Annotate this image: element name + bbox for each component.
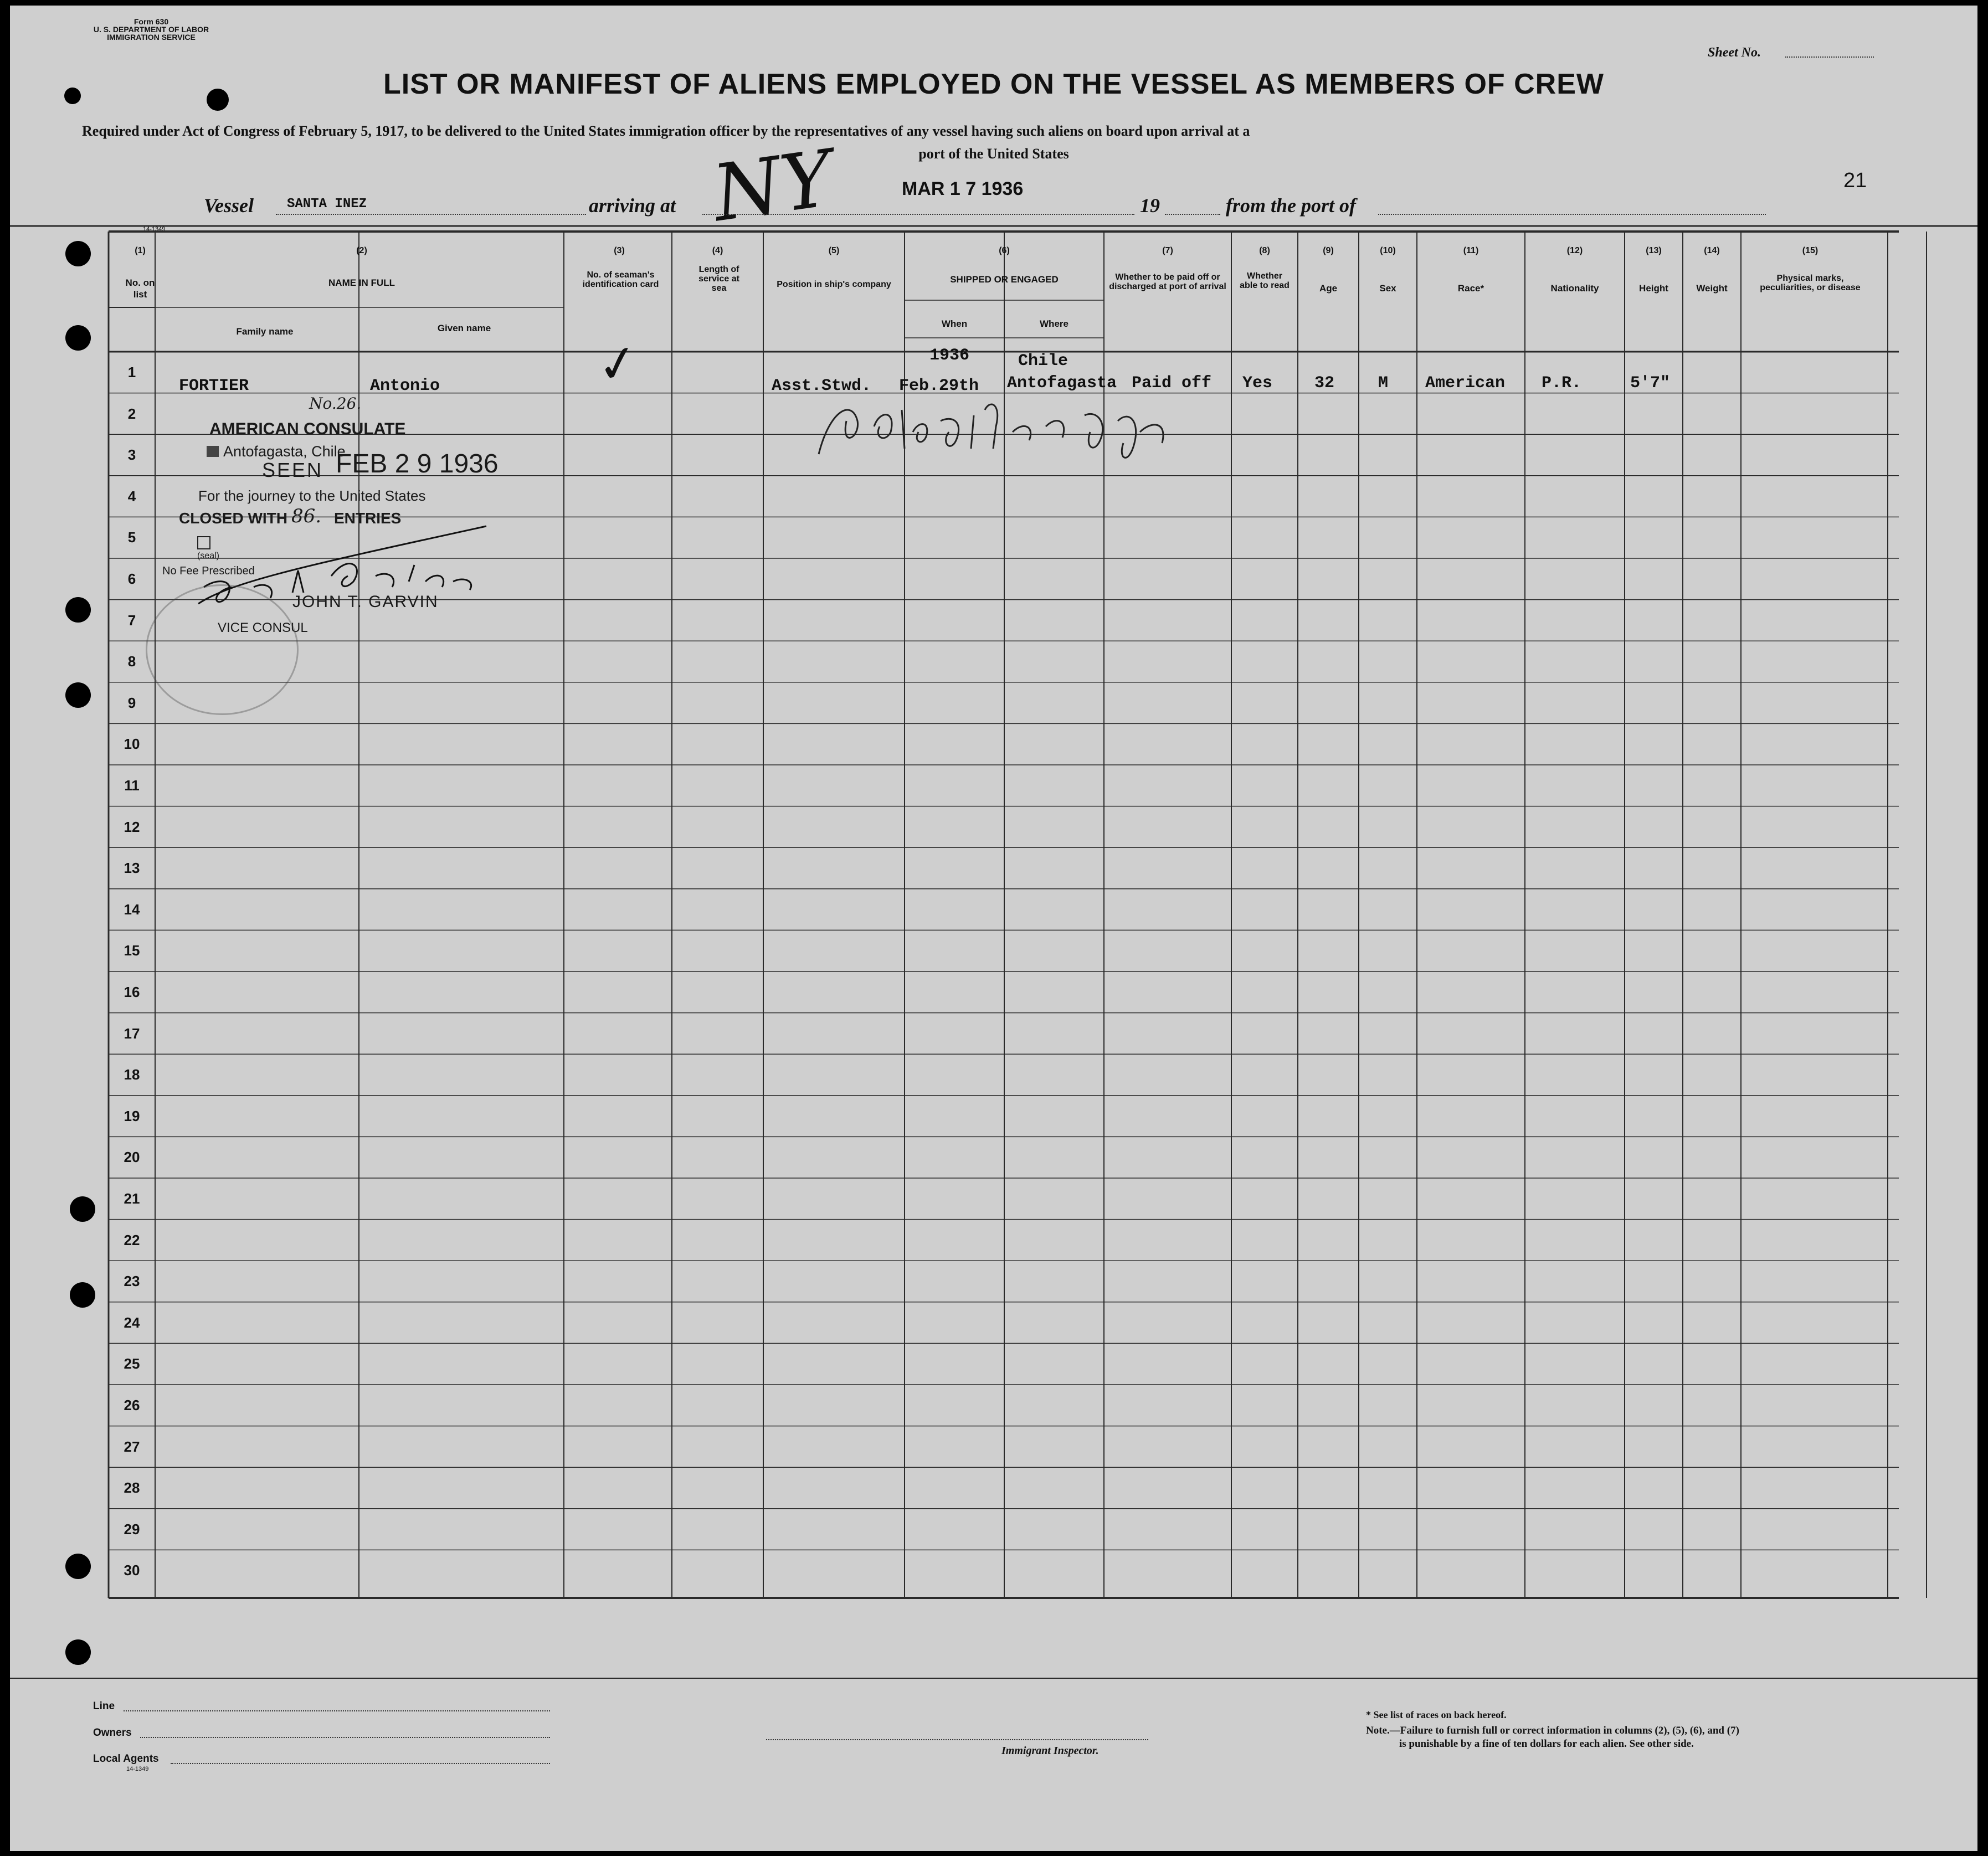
entry-nationality: P.R. [1542, 374, 1582, 393]
stamp-seal-icon [207, 446, 219, 457]
consulate-line2: Antofagasta, Chile [223, 443, 346, 460]
handwritten-signature [808, 388, 1229, 471]
closed-with: CLOSED WITH [179, 510, 287, 527]
year-prefix: 19 [1140, 194, 1160, 217]
col-sub-given: Given name [437, 323, 491, 333]
row-number: 27 [124, 1438, 140, 1455]
col-label-3: No. of seaman's identification card [582, 270, 659, 289]
entry-position: Asst.Stwd. [772, 377, 872, 395]
entry-able-to-read: Yes [1242, 374, 1273, 393]
col-label-13: Height [1639, 283, 1668, 294]
row-number: 3 [127, 446, 136, 464]
footer-agents-label: Local Agents [93, 1753, 159, 1765]
row-number: 6 [127, 570, 136, 587]
subtitle-line1: Required under Act of Congress of February 5, 1917, to be delivered to the United States immigration officer by the representatives of any vessel having such aliens on board upon arrival at a [82, 123, 1250, 139]
punch-hole [65, 682, 91, 708]
from-port-label: from the port of [1226, 194, 1357, 217]
page-number: 21 [1843, 169, 1867, 192]
row-number: 22 [124, 1231, 140, 1248]
entry-height: 5'7" [1630, 374, 1671, 393]
punch-hole [65, 1554, 91, 1579]
punch-hole [64, 88, 81, 104]
col-num-7: (7) [1162, 246, 1173, 255]
entry-when-year: 1936 [929, 346, 970, 365]
page-title: LIST OR MANIFEST OF ALIENS EMPLOYED ON THE VESSEL AS MEMBERS OF CREW [383, 68, 1604, 100]
col-sub-when: When [941, 318, 968, 329]
race-note: * See list of races on back hereof. [1366, 1709, 1507, 1720]
form-id-line: Form 630 [133, 17, 169, 26]
row-number: 23 [124, 1273, 140, 1290]
row-number: 5 [127, 529, 136, 546]
col-num-8: (8) [1259, 246, 1270, 255]
punch-hole [65, 241, 91, 266]
embossed-seal [146, 584, 299, 715]
consulate-line1: AMERICAN CONSULATE [209, 420, 406, 438]
col-num-13: (13) [1646, 246, 1662, 255]
row-number: 25 [124, 1355, 140, 1372]
footer-owners-label: Owners [93, 1727, 132, 1739]
punch-hole [65, 597, 91, 623]
entry-age: 32 [1314, 374, 1335, 393]
manifest-sheet [10, 6, 1977, 1851]
col-num-4: (4) [712, 246, 723, 255]
row-number: 18 [124, 1066, 140, 1083]
col-label-12: Nationality [1550, 283, 1599, 294]
vessel-name: SANTA INEZ [287, 197, 367, 212]
col-label-11: Race* [1457, 283, 1484, 294]
entry-paid-off: Paid off [1132, 374, 1212, 393]
form-id-line: IMMIGRATION SERVICE [107, 33, 196, 42]
col-label-9: Age [1319, 283, 1338, 294]
entry-where-country: Chile [1018, 352, 1069, 371]
row-number: 20 [124, 1149, 140, 1166]
small-code: 14-1349 [143, 226, 166, 233]
journey-line: For the journey to the United States [198, 487, 426, 504]
row-number: 7 [127, 611, 136, 629]
row-number: 16 [124, 984, 140, 1000]
col-num-6: (6) [999, 246, 1010, 255]
row-number: 28 [124, 1479, 140, 1497]
punch-hole [70, 1196, 95, 1222]
fine-note-line2: is punishable by a fine of ten dollars for each alien. See other side. [1399, 1738, 1694, 1750]
row-number: 29 [124, 1520, 140, 1538]
entry-race: American [1425, 374, 1506, 393]
row-number: 4 [127, 487, 136, 505]
sheet-label: Sheet No. [1708, 45, 1761, 60]
col-label-8: Whether able to read [1240, 271, 1290, 290]
col-label-6: SHIPPED OR ENGAGED [950, 274, 1059, 285]
consul-name: JOHN T. GARVIN [292, 593, 439, 611]
checkmark: ✓ [592, 332, 644, 397]
punch-hole [207, 89, 229, 111]
footer-line-field [124, 1710, 550, 1711]
col-num-10: (10) [1380, 246, 1396, 255]
col-num-1: (1) [135, 246, 146, 255]
punch-hole [65, 1639, 91, 1665]
punch-hole [65, 325, 91, 351]
row-number: 2 [127, 405, 136, 422]
closed-count: 86. [291, 505, 322, 527]
row-number: 14 [124, 901, 140, 918]
col-num-14: (14) [1704, 246, 1720, 255]
subtitle-line2: port of the United States [918, 146, 1069, 162]
row-number: 24 [124, 1314, 140, 1331]
col-sub-family: Family name [236, 326, 294, 337]
col-num-2: (2) [356, 246, 367, 255]
row-number: 1 [127, 364, 136, 381]
row-number: 9 [127, 694, 136, 711]
no-fee: No Fee Prescribed [162, 565, 255, 577]
seen-date: FEB 2 9 1936 [336, 449, 499, 479]
row-number: 19 [124, 1107, 140, 1124]
arriving-value: NY [707, 133, 839, 240]
entry-sex: M [1378, 374, 1389, 393]
col-num-11: (11) [1463, 246, 1479, 255]
consulate-number: No.26. [309, 394, 362, 413]
entries-label: ENTRIES [334, 510, 402, 527]
row-number: 15 [124, 942, 140, 959]
row-number: 11 [124, 777, 140, 794]
col-label-2: NAME IN FULL [328, 277, 395, 288]
entry-when: Feb.29th [899, 377, 979, 395]
col-label-14: Weight [1696, 283, 1728, 294]
col-label-4: Length of service at sea [698, 265, 739, 293]
arriving-label: arriving at [589, 194, 676, 217]
inspector-label: Immigrant Inspector. [1001, 1745, 1099, 1757]
consul-title: VICE CONSUL [218, 620, 308, 635]
col-sub-where: Where [1040, 318, 1069, 329]
entry-where: Antofagasta [1007, 374, 1117, 393]
col-num-5: (5) [828, 246, 840, 255]
col-num-9: (9) [1323, 246, 1334, 255]
col-label-10: Sex [1379, 283, 1396, 294]
form-id-line: U. S. DEPARTMENT OF LABOR [93, 25, 209, 34]
row-number: 12 [124, 818, 140, 835]
col-num-3: (3) [614, 246, 625, 255]
col-num-12: (12) [1566, 246, 1583, 255]
col-label-1: No. on list [125, 277, 155, 300]
row-number: 13 [124, 860, 140, 877]
fine-note-line1: Note.—Failure to furnish full or correct information in columns (2), (5), (6), and (7) [1366, 1725, 1739, 1736]
row-number: 17 [124, 1025, 140, 1042]
col-label-15: Physical marks, peculiarities, or disease [1760, 274, 1861, 292]
inspector-signature-field [766, 1739, 1148, 1740]
footer-line-label: Line [93, 1700, 115, 1712]
seal-label: (seal) [197, 551, 220, 561]
entry-family-name: FORTIER [179, 377, 249, 395]
footer-owners-field [140, 1737, 550, 1738]
col-label-7: Whether to be paid off or discharged at port of arrival [1109, 273, 1226, 291]
col-num-15: (15) [1802, 246, 1819, 255]
row-number: 8 [127, 653, 136, 670]
row-number: 10 [124, 736, 140, 753]
entry-given-name: Antonio [370, 377, 440, 395]
footer-agents-code: 14-1349 [126, 1766, 149, 1772]
col-label-5: Position in ship's company [777, 280, 891, 289]
vessel-label: Vessel [204, 194, 254, 217]
punch-hole [70, 1282, 95, 1308]
row-number: 21 [124, 1190, 140, 1207]
seen-label: SEEN [262, 459, 323, 481]
date-stamp: MAR 1 7 1936 [902, 178, 1024, 199]
row-number: 26 [124, 1397, 140, 1413]
row-number: 30 [124, 1562, 140, 1579]
footer-agents-field [171, 1763, 550, 1764]
